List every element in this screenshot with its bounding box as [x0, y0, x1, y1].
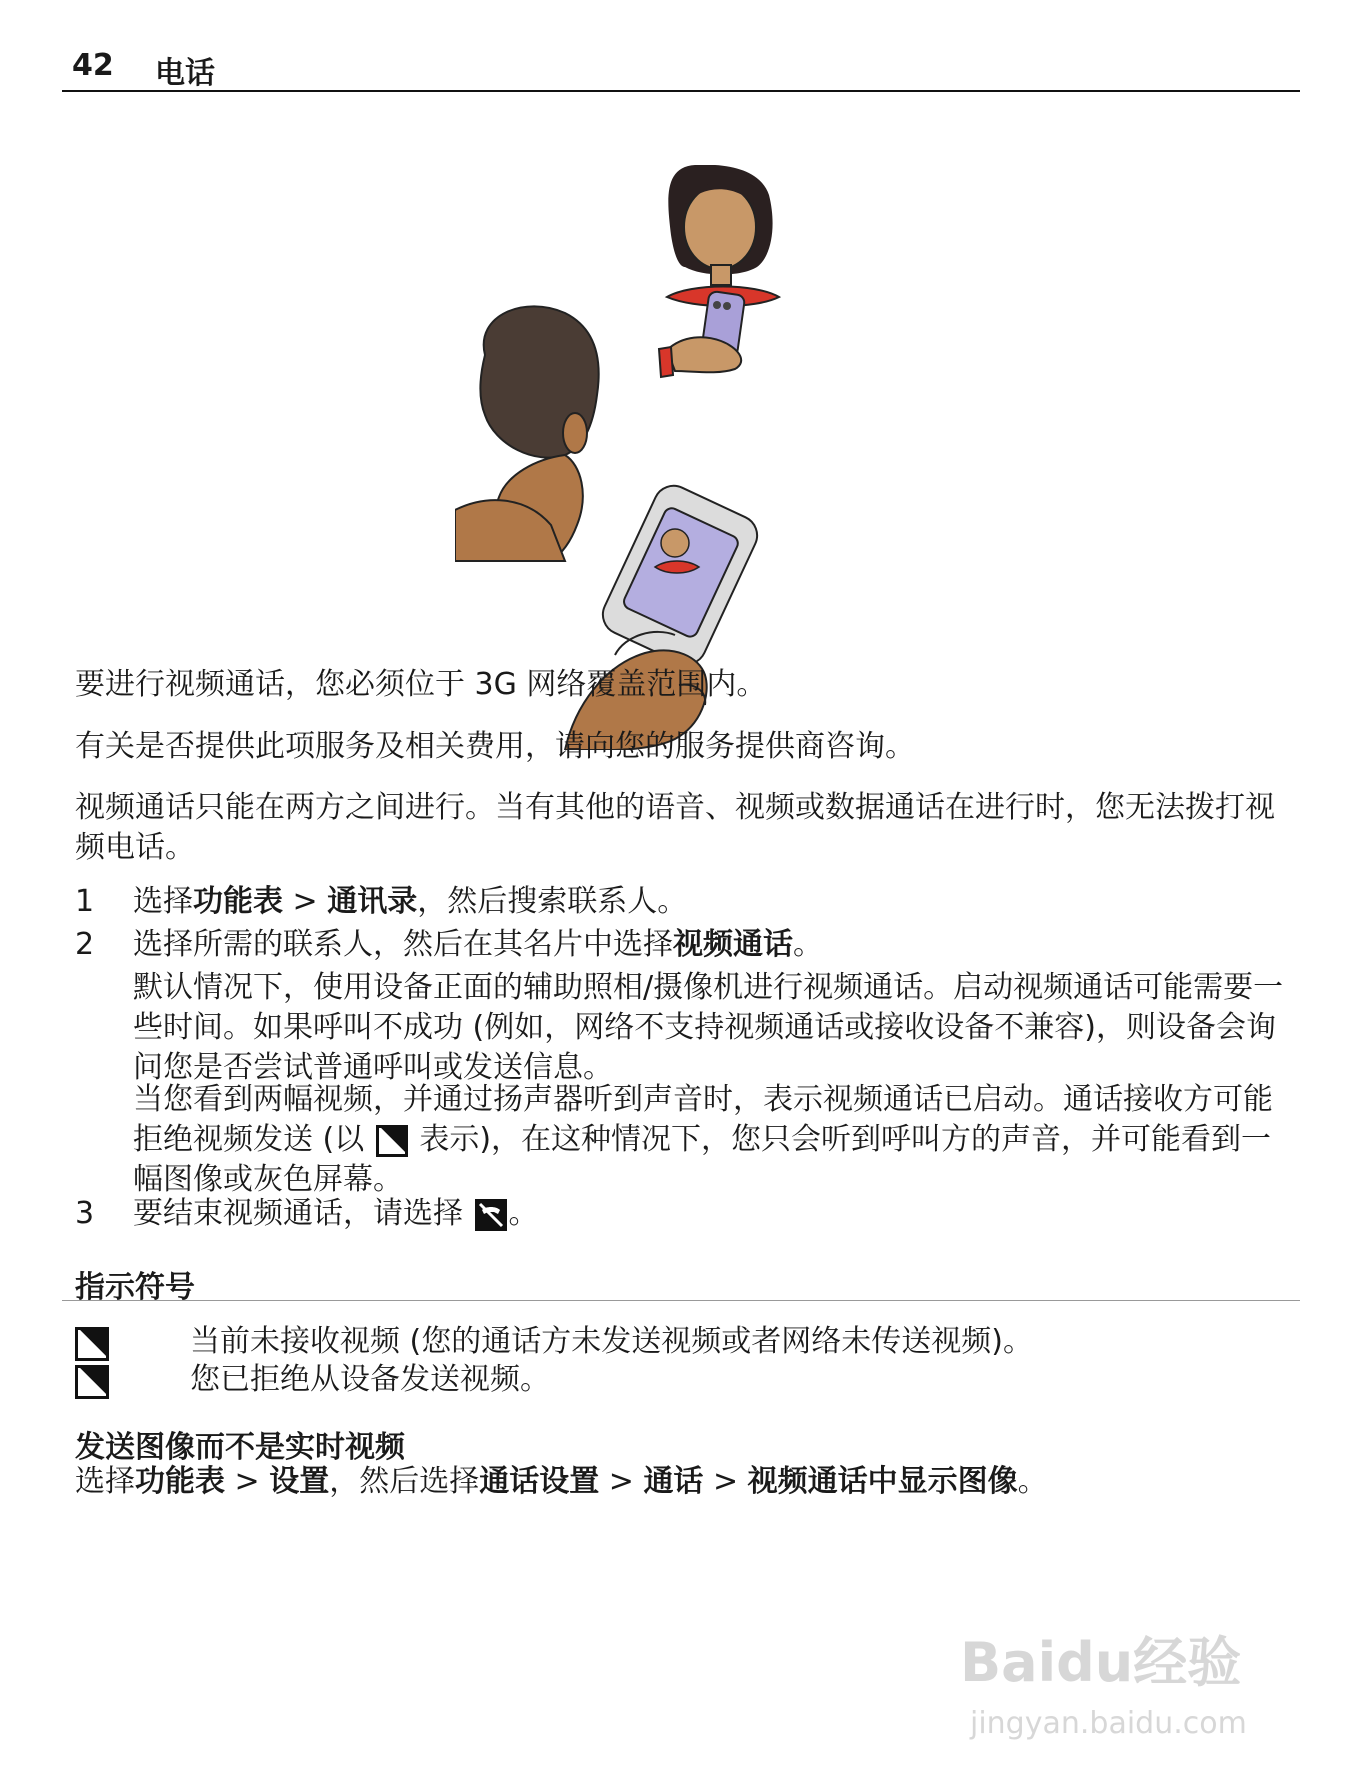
end-call-icon [475, 1199, 507, 1231]
menu-item-settings: 设置 [269, 1464, 330, 1499]
menu-item-functions: 功能表 [135, 1464, 225, 1499]
menu-item-contacts: 通讯录 [327, 884, 418, 919]
man-phone [596, 479, 763, 670]
page-number: 42 [72, 48, 114, 83]
indicator-text: 当前未接收视频 (您的通话方未发送视频或者网络未传送视频)。 [190, 1324, 1033, 1359]
menu-item-call-settings: 通话设置 [479, 1464, 600, 1499]
step-2-note-1: 默认情况下，使用设备正面的辅助照相/摄像机进行视频通话。启动视频通话可能需要一些时间。如果呼叫不成功 (例如，网络不支持视频通话或接收设备不兼容)，则设备会询问您是否尝试普通呼叫或发送信息。 [133, 970, 1284, 1085]
menu-item-show-image-in-video-call: 视频通话中显示图像 [747, 1464, 1018, 1499]
video-sending-refused-icon [376, 1125, 408, 1157]
indicator-row [75, 1365, 109, 1399]
watermark-url: jingyan.baidu.com [970, 1706, 1247, 1741]
send-image-heading: 发送图像而不是实时视频 [75, 1430, 405, 1465]
step-number: 1 [75, 884, 95, 919]
indicators-heading: 指示符号 [75, 1270, 195, 1305]
video-call-illustration [455, 165, 905, 750]
step-2-prefix: 选择所需的联系人，然后在其名片中选择 [133, 927, 673, 962]
indicator-row [75, 1327, 109, 1361]
section-divider [62, 1300, 1300, 1301]
step-3-prefix: 要结束视频通话，请选择 [133, 1196, 463, 1231]
baidu-watermark [960, 1620, 1290, 1760]
menu-separator: > [283, 884, 328, 919]
menu-item-call: 通话 [643, 1464, 704, 1499]
step-2-text [133, 925, 1293, 965]
step-number: 3 [75, 1196, 95, 1231]
send-image-instructions [75, 1462, 1295, 1502]
send-image-prefix: 选择 [75, 1464, 135, 1499]
chapter-title: 电话 [155, 56, 215, 91]
menu-separator: > [599, 1464, 644, 1499]
woman-figure [667, 165, 779, 306]
send-image-mid: ，然后选择 [329, 1464, 480, 1499]
intro-paragraph-2: 有关是否提供此项服务及相关费用，请向您的服务提供商咨询。 [75, 729, 915, 764]
man-figure [455, 306, 599, 561]
indicator-text: 您已拒绝从设备发送视频。 [190, 1362, 550, 1397]
intro-paragraph-1: 要进行视频通话，您必须位于 3G 网络覆盖范围内。 [75, 667, 767, 702]
menu-item-functions: 功能表 [193, 884, 283, 919]
step-2-suffix: 。 [793, 927, 823, 962]
menu-separator: > [225, 1464, 270, 1499]
step-3-suffix: 。 [508, 1196, 539, 1231]
menu-separator: > [703, 1464, 748, 1499]
menu-item-video-call: 视频通话 [673, 927, 793, 962]
send-image-suffix: 。 [1017, 1464, 1048, 1499]
video-sending-refused-icon [75, 1365, 109, 1399]
step-2-note-2 [133, 1080, 1293, 1200]
watermark-brand: Baidu经验 [960, 1631, 1242, 1694]
step-3-text [133, 1194, 1293, 1234]
step-number: 2 [75, 927, 95, 962]
step-2-note-2-part-2: 表示)，在这种情况下，您只会听到呼叫方的声音，并可能看到一幅图像或灰色屏幕。 [133, 1122, 1272, 1197]
step-1-prefix: 选择 [133, 884, 193, 919]
page-header [62, 44, 1300, 92]
video-not-received-icon [75, 1327, 109, 1361]
step-1-suffix: ，然后搜索联系人。 [417, 884, 688, 919]
intro-paragraph-3: 视频通话只能在两方之间进行。当有其他的语音、视频或数据通话在进行时，您无法拨打视频电话。 [75, 790, 1275, 865]
step-1-text [133, 882, 1293, 922]
step-2-note-2-part-1: 当您看到两幅视频，并通过扬声器听到声音时，表示视频通话已启动。通话接收方可能拒绝视频发送 (以 [133, 1082, 1273, 1157]
